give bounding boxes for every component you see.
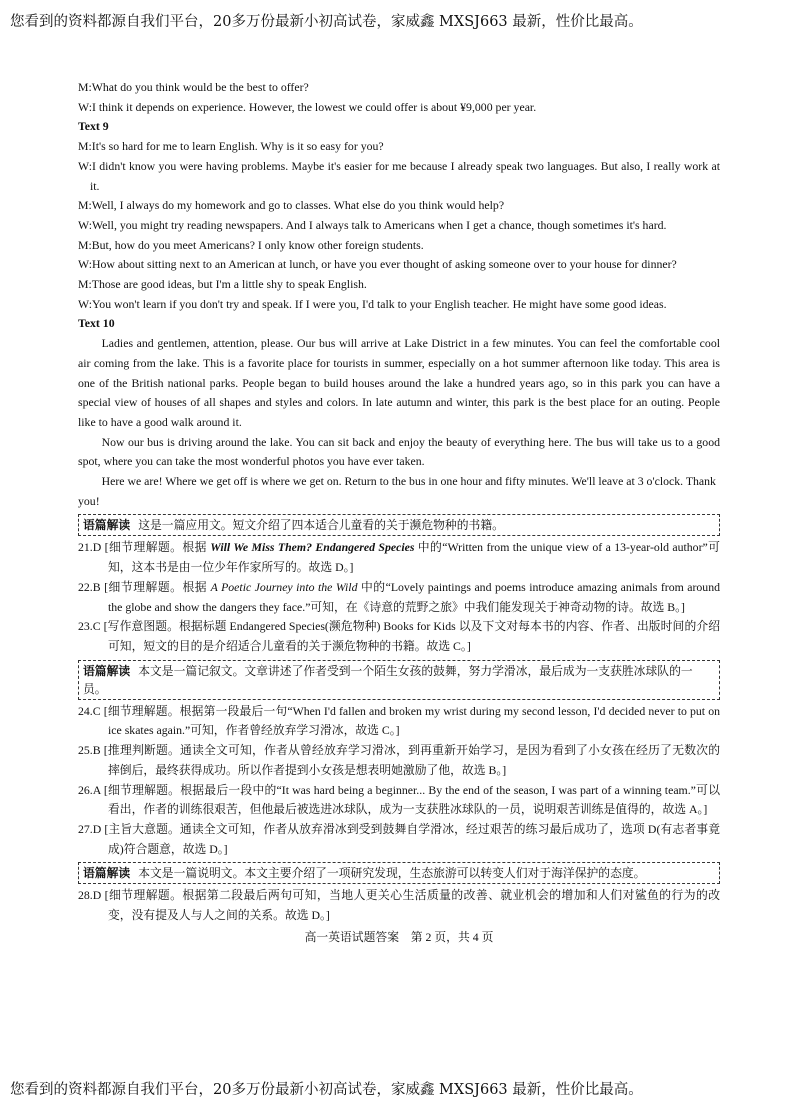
passage-summary-text: 本文是一篇记叙文。文章讲述了作者受到一个陌生女孩的鼓舞，努力学滑冰，最后成为一支获胜冰球队的一员。	[83, 663, 693, 696]
dialogue-line: W:Well, you might try reading newspapers. And I always talk to Americans when I get a chance, though sometimes it's hard.	[78, 217, 667, 232]
text9-heading: Text 9	[78, 119, 109, 134]
answer-item	[78, 781, 720, 820]
answer-item	[78, 617, 720, 656]
bottom-banner: 您看到的资料都源自我们平台，20多万份最新小初高试卷，家威鑫 MXSJ663 最新，性价比最高。	[10, 1082, 643, 1098]
answer-number: 24.C	[78, 703, 101, 718]
answer-explanation: [主旨大意题。通读全文可知，作者从放弃滑冰到受到鼓舞自学滑冰，经过艰苦的练习最后成功了，选项 D(有志者事竟成)符合题意，故选 D。]	[104, 821, 720, 856]
answer-explanation: [写作意图题。根据标题 Endangered Species(濒危物种) Books for Kids 以及下文对每本书的内容、作者、出版时间的介绍可知，短文的目的是介绍适合儿童看的关于濒危物种的书籍。故选 C。]	[103, 619, 720, 653]
dialogue-line: W:I think it depends on experience. However, the lowest we could offer is about ¥9,000 per year.	[78, 99, 537, 114]
dialogue-line: M:Well, I always do my homework and go to classes. What else do you think would help?	[78, 198, 505, 213]
answer-number: 27.D	[78, 821, 102, 836]
answer-number: 28.D	[78, 888, 102, 903]
answer-number: 26.A	[78, 782, 101, 797]
passage-summary-tag: 语篇解读	[83, 518, 131, 533]
passage-summary-box	[78, 514, 720, 536]
answer-explanation-rest: 中的“Lovely paintings and poems introduce amazing animals from around the globe and show the dangers they face.”可知，在《诗意的荒野之旅》中我们能发现关于神奇动物的诗。故选 B。]	[108, 579, 721, 614]
top-banner: 您看到的资料都源自我们平台，20多万份最新小初高试卷，家威鑫 MXSJ663 最新，性价比最高。	[10, 14, 643, 30]
answer-item	[78, 538, 720, 577]
monologue-paragraph: Ladies and gentlemen, attention, please. Our bus will arrive at Lake District in a few minutes. You can feel the comfortable cool air coming from the lake. This is a favorite place for tourists in summer, especially on a hot summer afternoon like today. This area is one of the British national parks. People began to build houses around the lake a hundred years ago, so in this park you can have a special view of houses of all shapes and styles and colors. In late autumn and winter, this park is the best place for an outing. People like to have a good walk around it.	[78, 336, 720, 429]
answer-explanation: [细节理解题。根据	[104, 540, 211, 555]
passage-summary-tag: 语篇解读	[83, 663, 131, 678]
answer-explanation: [推理判断题。通读全文可知，作者从曾经放弃学习滑冰，到再重新开始学习，是因为看到了小女孩在经历了无数次的摔倒后，最终获得成功。所以作者提到小女孩是想表明她激励了他，故选 B。]	[103, 743, 721, 777]
answer-item	[78, 886, 720, 925]
answer-item	[78, 702, 720, 741]
page-footer: 高一英语试题答案 第 2 页，共 4 页	[304, 929, 494, 944]
book-title: Will We Miss Them? Endangered Species	[210, 540, 415, 555]
answer-sheet-content	[78, 78, 720, 947]
answer-explanation: [细节理解题。根据第一段最后一句“When I'd fallen and broken my wrist during my second lesson, I'd decided never to put on ice skates again.”可知，作者曾经放弃学习滑冰，故选 C。]	[103, 703, 720, 738]
dialogue-line: W:I didn't know you were having problems. Maybe it's easier for me because I already speak two languages. But also, I really work at it.	[78, 158, 720, 193]
answer-explanation: [细节理解题。根据第二段最后两句可知，当地人更关心生活质量的改善、就业机会的增加和人们对鲨鱼的行为的改变，没有提及人与人之间的关系。故选 D。]	[104, 888, 721, 923]
answer-item	[78, 741, 720, 780]
dialogue-line: M:But, how do you meet Americans? I only know other foreign students.	[78, 237, 424, 252]
dialogue-line: W:How about sitting next to an American at lunch, or have you ever thought of asking someone over to your house for dinner?	[78, 257, 677, 272]
book-title: A Poetic Journey into the Wild	[210, 579, 358, 594]
monologue-paragraph: Now our bus is driving around the lake. You can sit back and enjoy the beauty of everything here. The bus will take us to a good spot, where you can take the most wonderful photos you have ever taken.	[78, 434, 720, 469]
answer-explanation: [细节理解题。根据最后一段中的“It was hard being a beginner... By the end of the season, I was part of a winning team.”可以看出，作者的训练很艰苦，但他最后被选进冰球队，成为一支获胜冰球队的一员，说明艰苦训练是值得的，故选 A。]	[103, 782, 720, 817]
answer-explanation-rest: 中的“Written from the unique view of a 13-year-old author”可知，这本书是由一位少年作家所写的。故选 D。]	[108, 540, 720, 575]
passage-summary-box	[78, 660, 720, 700]
answer-explanation: [细节理解题。根据	[104, 579, 211, 594]
passage-summary-text: 本文是一篇说明文。本文主要介绍了一项研究发现，生态旅游可以转变人们对于海洋保护的态度。	[138, 866, 646, 881]
monologue-paragraph: Here we are! Where we get off is where we get on. Return to the bus in one hour and fifty minutes. We'll leave at 3 o'clock. Thank you!	[78, 474, 716, 508]
answer-number: 22.B	[78, 579, 101, 594]
answer-number: 25.B	[78, 743, 101, 758]
text10-heading: Text 10	[78, 316, 115, 331]
answer-number: 21.D	[78, 540, 102, 555]
text9-dialogue	[78, 137, 720, 314]
passage-summary-text: 这是一篇应用文。短文介绍了四本适合儿童看的关于濒危物种的书籍。	[138, 518, 504, 533]
text10-monologue	[78, 334, 720, 511]
answer-number: 23.C	[78, 619, 101, 634]
dialogue-line: W:You won't learn if you don't try and speak. If I were you, I'd talk to your English teacher. He might have some good ideas.	[78, 296, 667, 311]
passage-summary-tag: 语篇解读	[83, 866, 131, 881]
dialogue-line: M:It's so hard for me to learn English. Why is it so easy for you?	[78, 139, 384, 154]
passage-summary-box	[78, 862, 720, 884]
dialogue-line: M:Those are good ideas, but I'm a little shy to speak English.	[78, 277, 367, 292]
answer-item	[78, 578, 720, 617]
answer-item	[78, 820, 720, 859]
text8-dialogue	[78, 78, 720, 117]
dialogue-line: M:What do you think would be the best to offer?	[78, 80, 309, 94]
